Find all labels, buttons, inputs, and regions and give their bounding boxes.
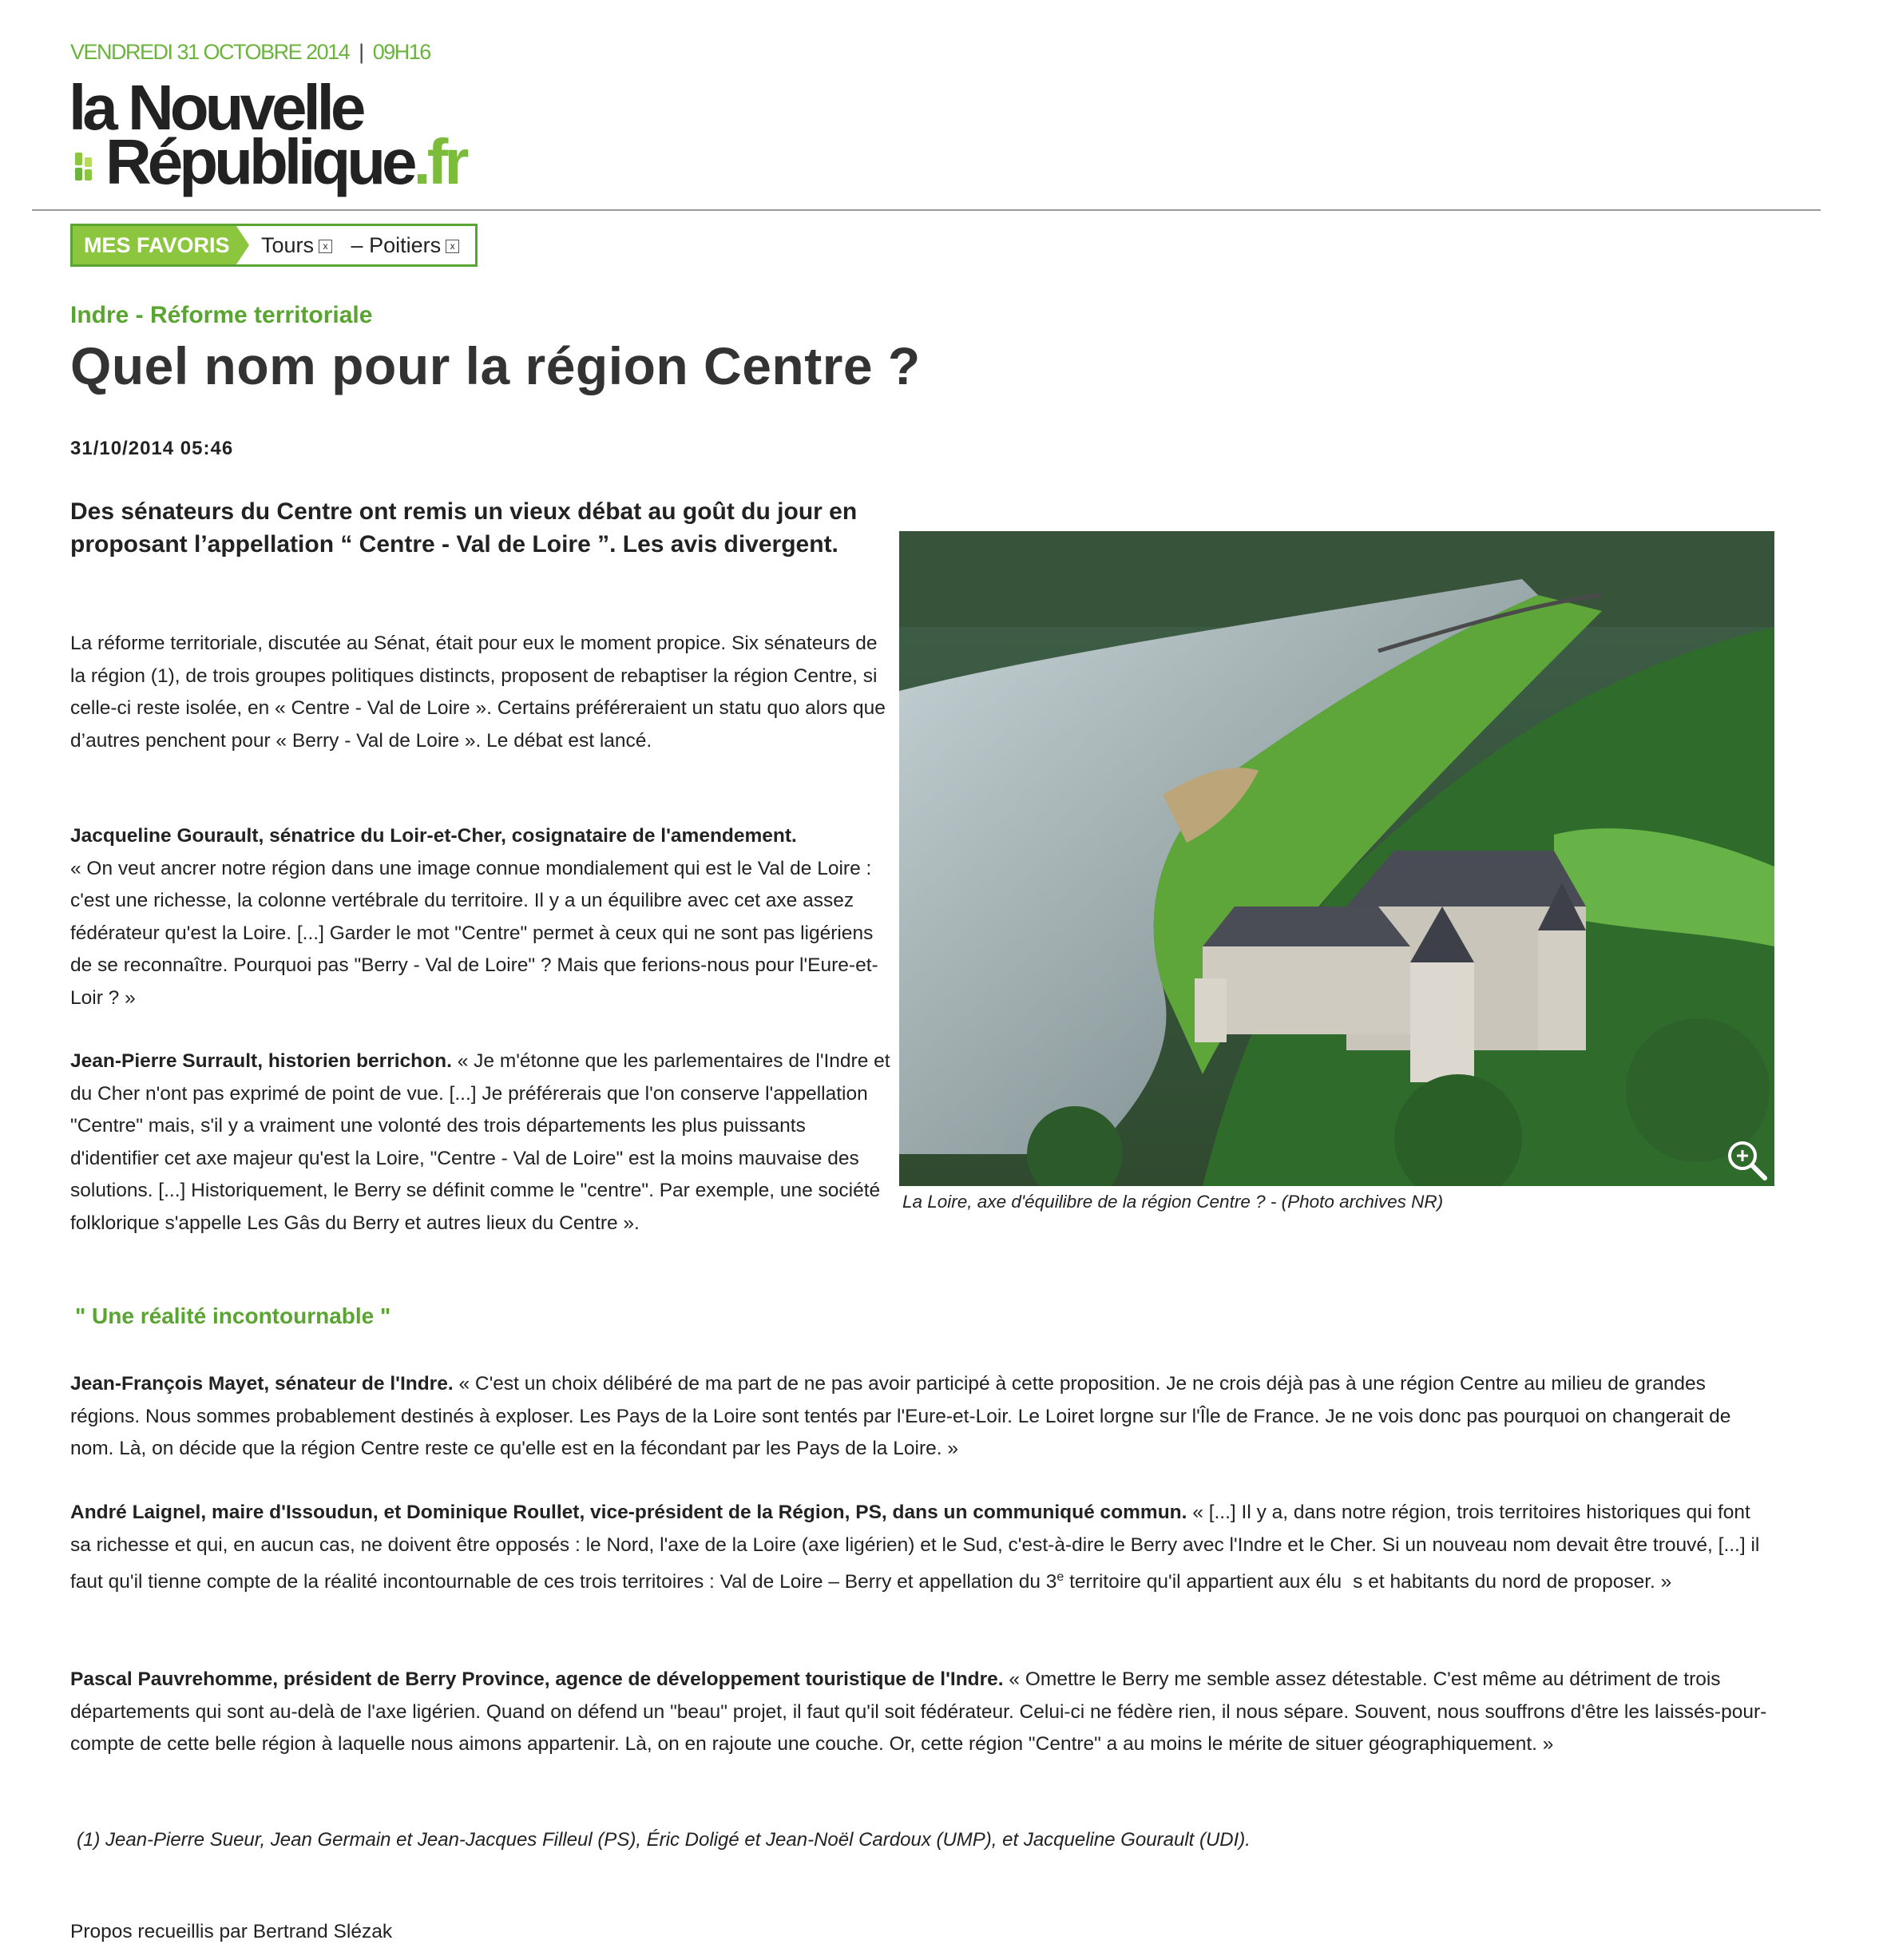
quote-text: territoire qu'il appartient aux élu	[1069, 1571, 1342, 1593]
quote-gourault	[70, 820, 893, 1014]
quote-text: s et habitants du nord de proposer. »	[1353, 1571, 1672, 1593]
favorites-label[interactable]: MES FAVORIS	[73, 226, 236, 264]
article-kicker[interactable]: Indre - Réforme territoriale	[70, 302, 373, 328]
publish-date: 31/10/2014 05:46	[70, 438, 234, 459]
quote-speaker: Jean-François Mayet, sénateur de l'Indre.	[70, 1373, 454, 1395]
edition-date-day: VENDREDI 31 OCTOBRE 2014	[70, 40, 350, 64]
quote-text: « C'est un choix délibéré de ma part de ne pas avoir participé à cette proposition. Je ne crois déjà pas à une région Centre au milieu de grandes régions. Nous sommes probablement destinés à exploser. Les Pays de la Loire sont tentés par l'Eure-et-Loir. Le Loiret lorgne sur l'Île de France. Je ne vois donc pas pourquoi on changerait de nom. Là, on décide que la région Centre reste ce qu'elle est en la fécondant par les Pays de la Loire. »	[70, 1373, 1731, 1459]
header-divider	[32, 209, 1821, 211]
edition-date	[70, 40, 430, 65]
logo-tld: .fr	[413, 126, 466, 197]
article-intro: La réforme territoriale, discutée au Sénat, était pour eux le moment propice. Six sénateurs de la région (1), de trois groupes politiques distincts, proposent de rebaptiser la région Centre, si celle-ci reste isolée, en « Centre - Val de Loire ». Certains préféreraient un statu quo alors que d’autres penchent pour « Berry - Val de Loire ». Le débat est lancé.	[70, 633, 886, 752]
loire-castle-photo	[899, 531, 1774, 1186]
quote-text: « Omettre le Berry me semble assez détestable. C'est même au détriment de trois départements qui sont au-delà de l'axe ligérien. Quand on défend un "beau" projet, il faut qu'il soit fédérateur. Celui-ci ne fédère rien, il nous sépare. Souvent, nous souffrons d'être les laissés-pour-compte de cette belle région à laquelle nous aimons appartenir. Là, on en rajoute une couche. Or, cette région "Centre" a au moins le mérite de situer géographiquement. »	[70, 1668, 1767, 1755]
favorite-item-tours[interactable]	[261, 233, 332, 257]
quote-speaker: Jean-Pierre Surrault, historien berrichon.	[70, 1050, 452, 1072]
quote-speaker: Jacqueline Gourault, sénatrice du Loir-et-Cher, cosignataire de l'amendement.	[70, 825, 797, 847]
quote-text: « Je m'étonne que les parlementaires de l'Indre et du Cher n'ont pas exprimé de point de vue. [...] Je préférerais que l'on conserve l'appellation "Centre" mais, s'il y a vraiment une volonté des trois départements les plus puissants d'identifier cet axe majeur qu'est la Loire, "Centre - Val de Loire" est la moins mauvaise des solutions. [...] Historiquement, le Berry se définit comme le "centre". Par exemple, une société folklorique s'appelle Les Gâs du Berry et autres lieux du Centre ».	[70, 1050, 890, 1234]
quote-pauvrehomme	[70, 1664, 1771, 1761]
quote-speaker: André Laignel, maire d'Issoudun, et Dominique Roullet, vice-président de la Région, PS, dans un communiqué commun.	[70, 1502, 1187, 1523]
site-logo[interactable]	[69, 72, 466, 197]
favorites-bar	[70, 224, 478, 267]
logo-line2	[69, 126, 466, 197]
logo-line1: la Nouvelle	[69, 72, 363, 143]
edition-time: 09H16	[372, 40, 430, 64]
favorite-item-poitiers[interactable]	[351, 233, 460, 257]
footnote: (1) Jean-Pierre Sueur, Jean Germain et Jean-Jacques Filleul (PS), Éric Doligé et Jean-Noël Cardoux (UMP), et Jacqueline Gourault (UDI).	[77, 1829, 1251, 1851]
quote-superscript: e	[1056, 1570, 1064, 1584]
section-subheading: " Une réalité incontournable "	[75, 1303, 391, 1328]
date-separator: |	[359, 40, 363, 64]
quote-laignel-roullet	[70, 1497, 1771, 1599]
zoom-in-icon[interactable]	[1723, 1137, 1770, 1183]
quote-surrault	[70, 1045, 893, 1240]
favorite-item-label: – Poitiers	[351, 233, 442, 257]
favorite-item-label: Tours	[261, 233, 315, 257]
article-photo[interactable]	[899, 531, 1774, 1186]
byline: Propos recueillis par Bertrand Slézak	[70, 1921, 393, 1942]
quote-text: « On veut ancrer notre région dans une image connue mondialement qui est le Val de Loire : c'est une richesse, la colonne vertébrale du territoire. Il y a un équilibre avec cet axe assez fédérateur qu'est la Loire. [...] Garder le mot "Centre" permet à ceux qui ne sont pas ligériens de se reconnaître. Pourquoi pas "Berry - Val de Loire" ? Mais que ferions-nous pour l'Eure-et-Loir ? »	[70, 857, 878, 1009]
quote-speaker: Pascal Pauvrehomme, président de Berry Province, agence de développement touristique de l'Indre.	[70, 1668, 1004, 1690]
article-lead: Des sénateurs du Centre ont remis un vieux débat au goût du jour en proposant l’appellation “ Centre - Val de Loire ”. Les avis divergent.	[70, 498, 858, 557]
remove-favorite-icon[interactable]: x	[319, 240, 332, 253]
photo-caption: La Loire, axe d'équilibre de la région Centre ? - (Photo archives NR)	[902, 1192, 1444, 1212]
quote-mayet	[70, 1368, 1771, 1466]
logo-leaf-icon	[73, 151, 94, 183]
article-title: Quel nom pour la région Centre ?	[70, 336, 921, 395]
quote-text: « [...] Il y a, dans notre région, trois territoires historiques qui font sa richesse et qui, en aucun cas, ne doivent être opposés : le Nord, l'axe de la Loire (axe ligérien) et le Sud, c'est-à-dire le Berry avec l'Indre et le Cher. Si un nouveau nom devait être trouvé, [...] il faut qu'il tienne compte de la réalité incontournable de ces trois territoires : Val de Loire – Berry et appellation du 3	[70, 1502, 1760, 1593]
remove-favorite-icon[interactable]: x	[446, 240, 459, 253]
favorites-list	[261, 226, 459, 264]
logo-name: République	[105, 126, 414, 197]
